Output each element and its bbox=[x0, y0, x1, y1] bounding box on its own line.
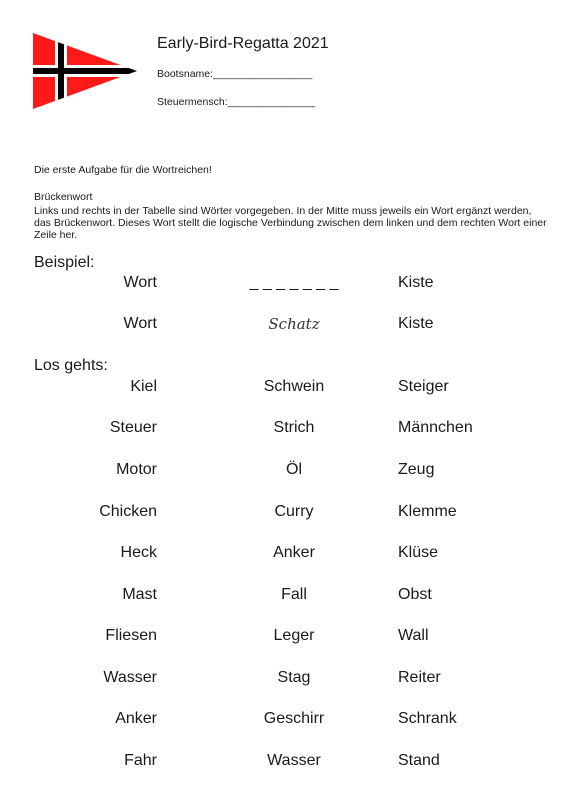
left-word: Anker bbox=[115, 710, 157, 727]
middle-word: Schwein bbox=[263, 378, 325, 395]
puzzle-row bbox=[0, 378, 573, 402]
puzzle-row bbox=[0, 419, 573, 443]
middle-word: Leger bbox=[273, 627, 315, 644]
puzzle-heading: Los gehts: bbox=[34, 357, 108, 374]
intro-text: Die erste Aufgabe für die Wortreichen! bbox=[34, 164, 212, 176]
right-word: Männchen bbox=[398, 419, 473, 436]
example-heading: Beispiel: bbox=[34, 254, 95, 271]
example-row bbox=[0, 274, 573, 298]
left-word: Motor bbox=[116, 461, 157, 478]
left-word: Mast bbox=[122, 586, 157, 603]
right-word: Klemme bbox=[398, 503, 457, 520]
right-word: Obst bbox=[398, 586, 432, 603]
middle-word: Anker bbox=[273, 544, 315, 561]
page-title: Early-Bird-Regatta 2021 bbox=[157, 35, 329, 52]
right-word: Klüse bbox=[398, 544, 439, 561]
task-subtitle: Brückenwort bbox=[34, 191, 93, 203]
middle-word: Strich bbox=[273, 419, 315, 436]
helm-blank[interactable]: _______________ bbox=[227, 96, 316, 108]
example-left-word: Wort bbox=[123, 274, 157, 291]
right-word: Steiger bbox=[398, 378, 449, 395]
example-blank: _ _ _ _ _ _ _ bbox=[249, 274, 339, 291]
puzzle-row bbox=[0, 669, 573, 693]
right-word: Reiter bbox=[398, 669, 441, 686]
example-right-word: Kiste bbox=[398, 315, 434, 332]
middle-word: Fall bbox=[281, 586, 307, 603]
puzzle-row bbox=[0, 461, 573, 485]
left-word: Chicken bbox=[99, 503, 157, 520]
middle-word: Curry bbox=[274, 503, 314, 520]
left-word: Fliesen bbox=[105, 627, 157, 644]
boat-name-field[interactable] bbox=[157, 68, 312, 80]
example-row bbox=[0, 315, 573, 339]
example-left-word: Wort bbox=[123, 315, 157, 332]
example-right-word: Kiste bbox=[398, 274, 434, 291]
right-word: Schrank bbox=[398, 710, 457, 727]
helm-label: Steuermensch: bbox=[157, 96, 228, 108]
pennant-flag-logo bbox=[33, 33, 137, 109]
right-word: Wall bbox=[398, 627, 429, 644]
left-word: Wasser bbox=[103, 669, 157, 686]
left-word: Kiel bbox=[130, 378, 157, 395]
middle-word: Geschirr bbox=[263, 710, 325, 727]
puzzle-row bbox=[0, 503, 573, 527]
puzzle-row bbox=[0, 544, 573, 568]
left-word: Heck bbox=[120, 544, 157, 561]
helm-field[interactable] bbox=[157, 96, 315, 108]
middle-word: Stag bbox=[277, 669, 311, 686]
example-answer: Schatz bbox=[268, 315, 320, 333]
puzzle-row bbox=[0, 627, 573, 651]
left-word: Steuer bbox=[109, 419, 157, 436]
right-word: Stand bbox=[398, 752, 440, 769]
middle-word: Wasser bbox=[267, 752, 321, 769]
puzzle-row bbox=[0, 710, 573, 734]
puzzle-row bbox=[0, 586, 573, 610]
middle-word: Öl bbox=[286, 461, 302, 478]
puzzle-row bbox=[0, 752, 573, 776]
right-word: Zeug bbox=[398, 461, 435, 478]
boat-name-label: Bootsname: bbox=[157, 68, 214, 80]
left-word: Fahr bbox=[124, 752, 157, 769]
task-description: Links und rechts in der Tabelle sind Wörter vorgegeben. In der Mitte muss jeweils ein Wort ergänzt werden, das Brückenwort. Dieses Wort stellt die logische Verbindung zwischen dem linken und dem rechten Wort einer Zeile her. bbox=[34, 205, 547, 241]
boat-name-blank[interactable]: _________________ bbox=[213, 68, 313, 80]
